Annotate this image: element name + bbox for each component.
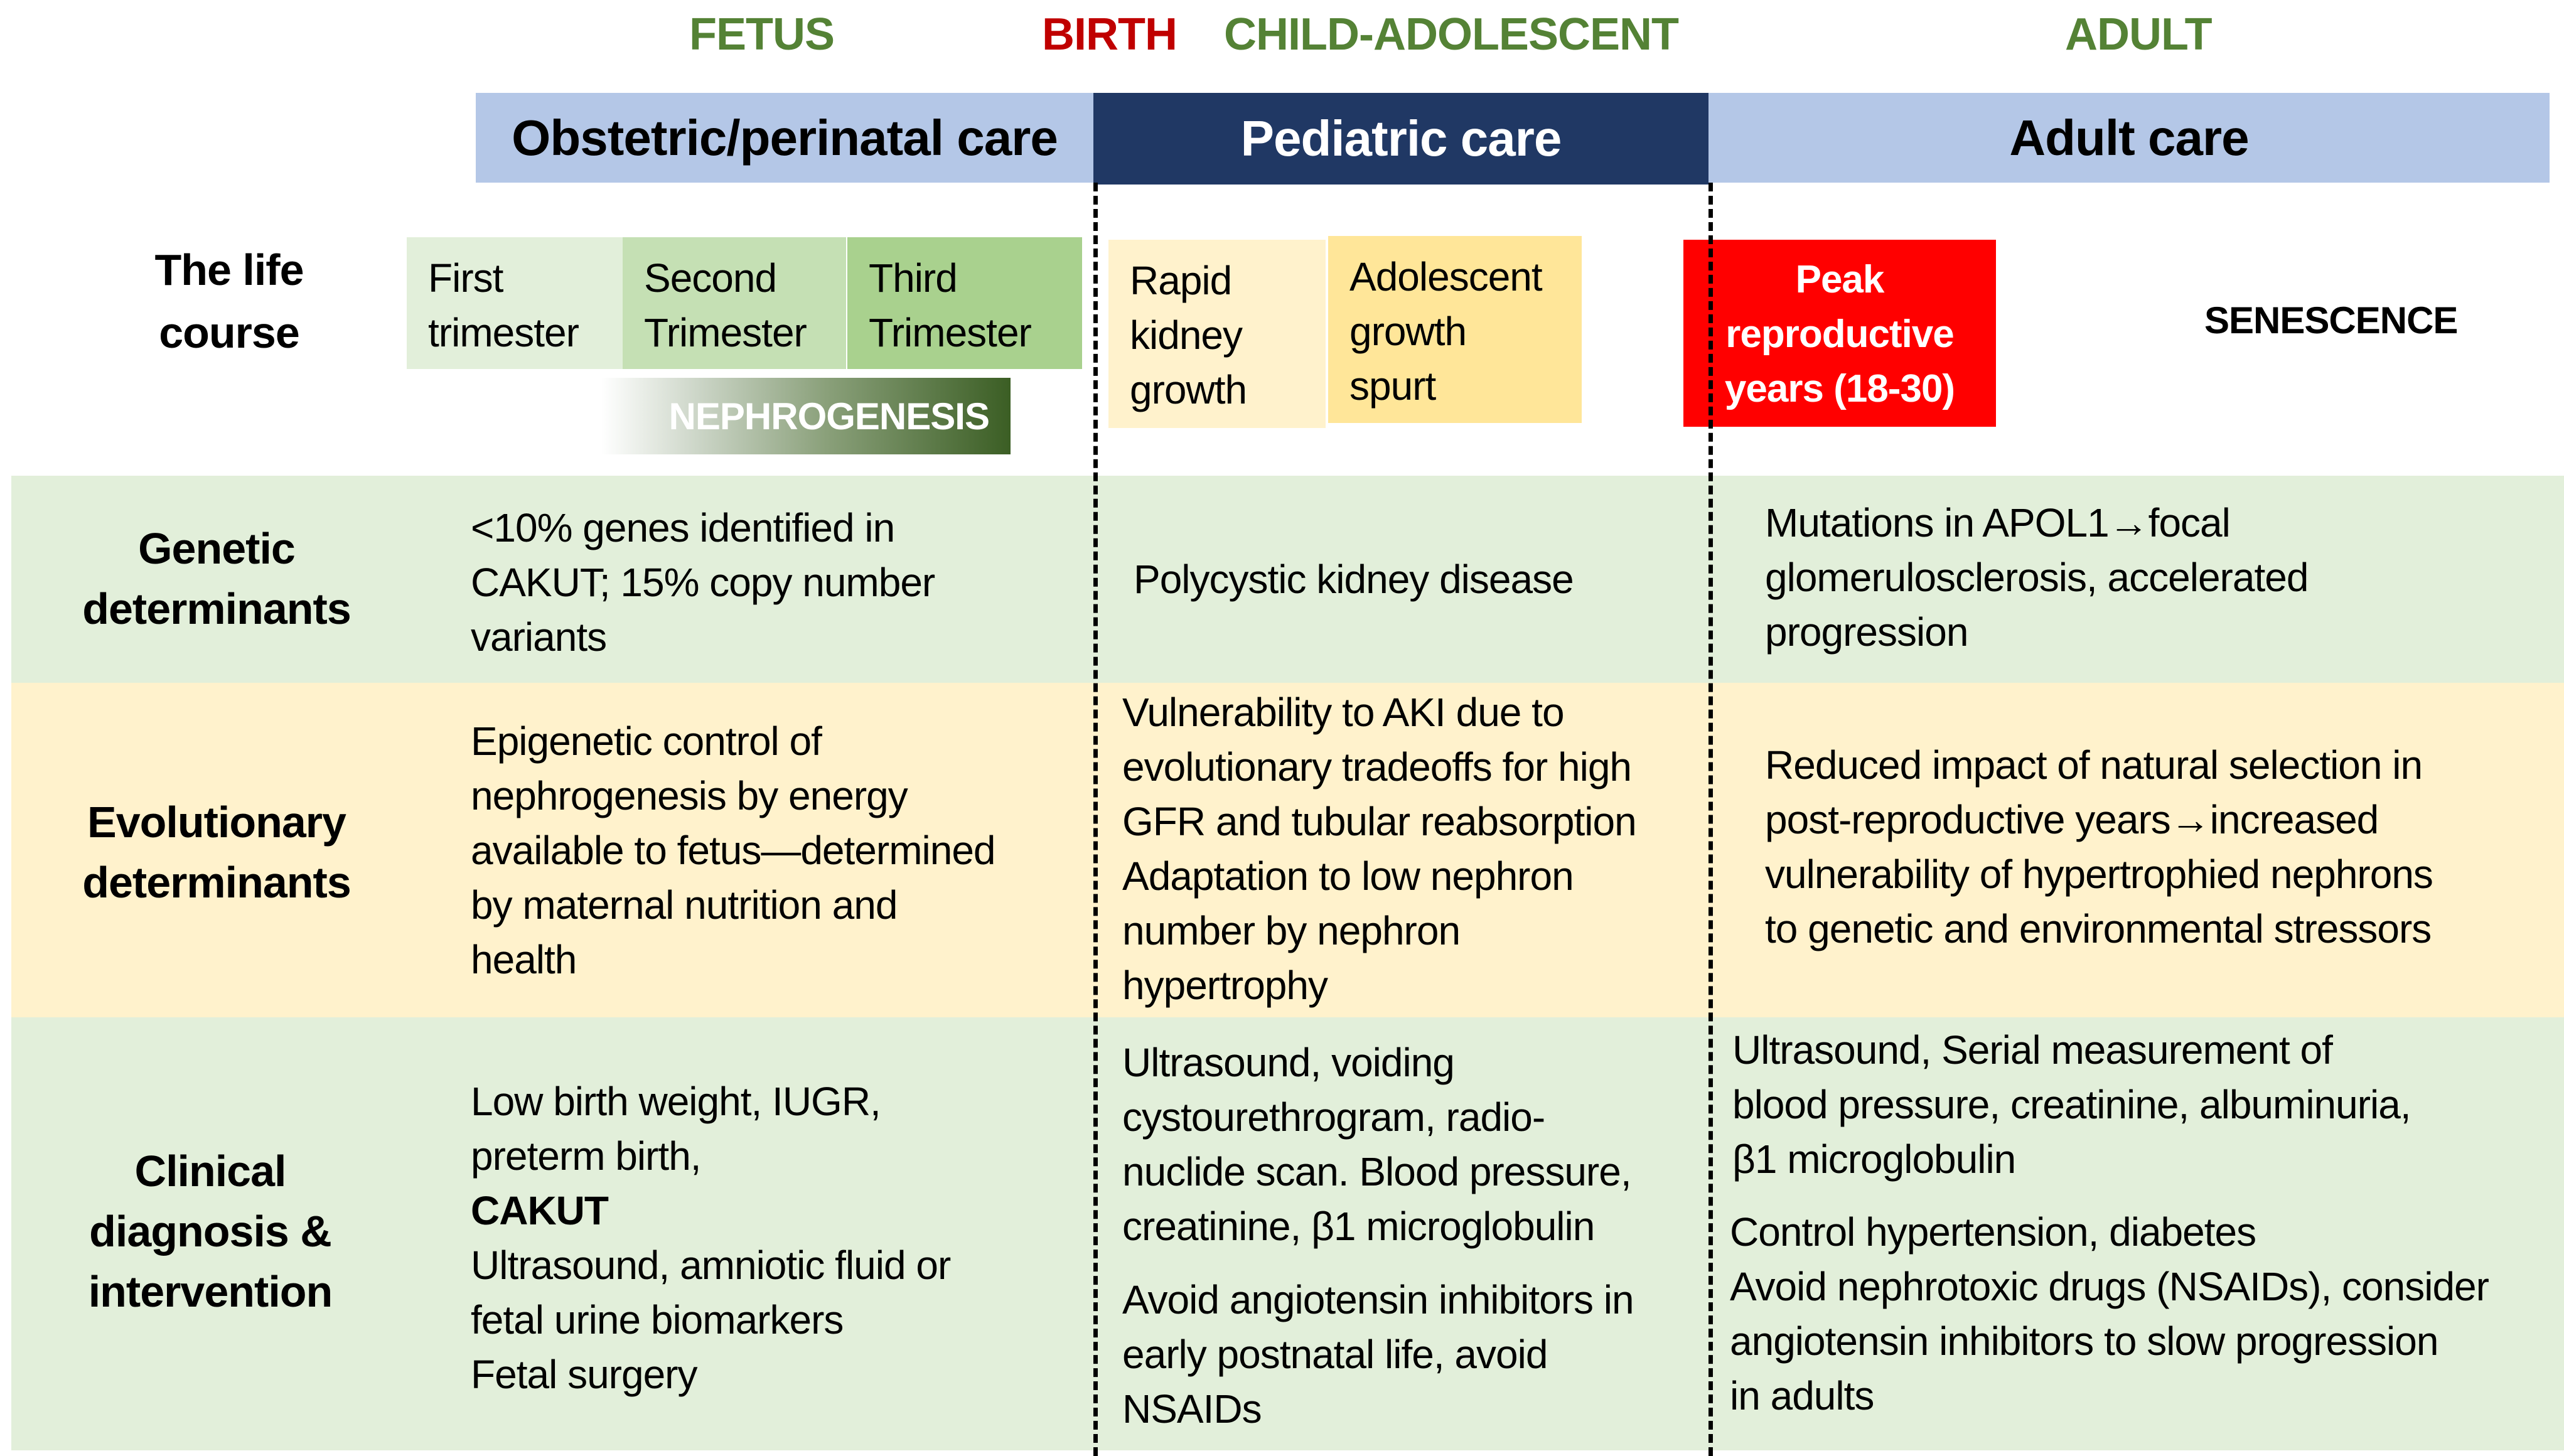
clinical-fetus-line6: Fetal surgery — [471, 1352, 697, 1397]
genetic-fetus-line2: CAKUT; 15% copy number — [471, 560, 935, 605]
evolutionary-child-line2: evolutionary tradeoffs for high — [1122, 744, 1631, 790]
care-header-pediatric — [1093, 93, 1708, 185]
stage-label-fetus: FETUS — [689, 9, 835, 60]
evolutionary-child-line4: Adaptation to low nephron — [1122, 854, 1574, 899]
evolutionary-fetus-line5: health — [471, 937, 577, 982]
clinical-child-b-line2: early postnatal life, avoid — [1122, 1332, 1548, 1377]
clinical-child-b-line3: NSAIDs — [1122, 1386, 1262, 1432]
evolutionary-fetus-cell — [471, 714, 1073, 987]
evolutionary-fetus-line4: by maternal nutrition and — [471, 882, 898, 928]
trimester-first-line2: trimester — [428, 310, 579, 355]
row-label-genetic-line2: determinants — [82, 584, 351, 633]
evolutionary-adult-line1: Reduced impact of natural selection in — [1765, 742, 2423, 788]
care-header-obstetric — [476, 93, 1093, 183]
adolescent-growth-spurt-line1: Adolescent — [1349, 254, 1542, 299]
clinical-adult-b-line1: Control hypertension, diabetes — [1730, 1209, 2256, 1255]
nephrogenesis-bar — [601, 378, 1011, 454]
clinical-adult-a-line3: β1 microglobulin — [1732, 1137, 2016, 1182]
clinical-child-cell-b — [1122, 1273, 1706, 1437]
trimester-first-line1: First — [428, 255, 503, 301]
adolescent-growth-spurt-line2: growth — [1349, 309, 1467, 354]
rapid-kidney-growth-box — [1108, 240, 1326, 428]
row-label-clinical-line1: Clinical — [134, 1147, 286, 1196]
stage-label-birth: BIRTH — [1042, 9, 1177, 60]
care-header-adult — [1708, 93, 2550, 183]
trimester-second-line2: Trimester — [644, 310, 807, 355]
peak-reproductive-line1: Peak — [1795, 258, 1884, 301]
genetic-child-line1: Polycystic kidney disease — [1134, 557, 1574, 602]
clinical-child-a-line3: nuclide scan. Blood pressure, — [1122, 1149, 1631, 1194]
genetic-adult-line3: progression — [1765, 609, 1968, 655]
clinical-child-b-line1: Avoid angiotensin inhibitors in — [1122, 1277, 1634, 1322]
clinical-child-cell-a — [1122, 1036, 1706, 1254]
care-header-pediatric-label: Pediatric care — [1240, 110, 1562, 166]
row-label-clinical-line2: diagnosis & — [89, 1207, 331, 1256]
nephrogenesis-label: NEPHROGENESIS — [668, 395, 989, 437]
rapid-kidney-growth-line1: Rapid — [1130, 258, 1232, 303]
row-label-clinical-line3: intervention — [88, 1267, 333, 1316]
care-header-adult-label: Adult care — [2009, 109, 2249, 166]
trimester-third-line2: Trimester — [869, 310, 1031, 355]
evolutionary-child-line3: GFR and tubular reabsorption — [1122, 799, 1636, 844]
evolutionary-fetus-line3: available to fetus—determined — [471, 828, 995, 873]
evolutionary-child-cell — [1122, 685, 1706, 1013]
clinical-fetus-cakut: CAKUT — [471, 1188, 608, 1233]
row-label-clinical — [13, 1141, 408, 1322]
trimester-first — [407, 237, 623, 369]
clinical-fetus-line2: preterm birth, — [471, 1133, 701, 1179]
genetic-fetus-line1: <10% genes identified in — [471, 505, 895, 550]
rapid-kidney-growth-line2: kidney — [1130, 313, 1242, 358]
peak-reproductive-line2: reproductive — [1725, 313, 1954, 356]
care-header-obstetric-label: Obstetric/perinatal care — [512, 109, 1058, 166]
clinical-adult-b-line4: in adults — [1730, 1373, 1874, 1418]
genetic-fetus-cell — [471, 501, 1073, 665]
peak-reproductive-line3: years (18-30) — [1724, 367, 1955, 410]
trimester-second-line1: Second — [644, 255, 777, 301]
clinical-fetus-line4: Ultrasound, amniotic fluid or — [471, 1243, 951, 1288]
row-label-genetic-line1: Genetic — [138, 524, 295, 573]
genetic-adult-cell — [1765, 496, 2550, 660]
clinical-fetus-line5: fetal urine biomarkers — [471, 1297, 844, 1342]
evolutionary-adult-line4: to genetic and environmental stressors — [1765, 906, 2432, 951]
life-course-label-line1: The life — [154, 245, 304, 294]
clinical-child-a-line4: creatinine, β1 microglobulin — [1122, 1204, 1595, 1249]
clinical-fetus-line1: Low birth weight, IUGR, — [471, 1079, 881, 1124]
senescence-label: SENESCENCE — [2204, 299, 2458, 341]
evolutionary-child-line5: number by nephron — [1122, 908, 1461, 953]
clinical-fetus-cell — [471, 1074, 1073, 1402]
evolutionary-fetus-line1: Epigenetic control of — [471, 719, 822, 764]
clinical-child-a-line2: cystourethrogram, radio- — [1122, 1095, 1545, 1140]
evolutionary-child-line6: hypertrophy — [1122, 963, 1328, 1008]
row-label-evolutionary-line2: determinants — [82, 858, 351, 907]
genetic-fetus-line3: variants — [471, 614, 607, 660]
stage-label-child-adolescent: CHILD-ADOLESCENT — [1224, 9, 1678, 60]
row-label-genetic — [19, 518, 414, 639]
evolutionary-fetus-line2: nephrogenesis by energy — [471, 773, 908, 818]
life-course-label-line2: course — [159, 308, 299, 357]
trimester-third-line1: Third — [869, 255, 957, 301]
genetic-adult-line1: Mutations in APOL1→focal — [1765, 500, 2230, 545]
adult-divider-line — [1708, 183, 1713, 1456]
birth-divider-line — [1093, 183, 1098, 1456]
evolutionary-adult-line3: vulnerability of hypertrophied nephrons — [1765, 852, 2433, 897]
evolutionary-adult-cell — [1765, 738, 2556, 956]
genetic-child-cell — [1134, 552, 1698, 607]
adolescent-growth-spurt-box — [1328, 236, 1582, 423]
life-course-label — [113, 238, 345, 364]
clinical-adult-b-line3: angiotensin inhibitors to slow progression — [1730, 1319, 2438, 1364]
clinical-adult-cell-a — [1732, 1023, 2555, 1187]
clinical-adult-b-line2: Avoid nephrotoxic drugs (NSAIDs), consider — [1730, 1264, 2489, 1309]
peak-reproductive-box — [1683, 240, 1996, 427]
trimester-second — [623, 237, 846, 369]
clinical-adult-a-line2: blood pressure, creatinine, albuminuria, — [1732, 1082, 2411, 1127]
genetic-adult-line2: glomerulosclerosis, accelerated — [1765, 555, 2309, 600]
row-label-evolutionary — [19, 792, 414, 913]
evolutionary-adult-line2: post-reproductive years→increased — [1765, 797, 2379, 842]
clinical-child-a-line1: Ultrasound, voiding — [1122, 1040, 1454, 1085]
clinical-adult-cell-b — [1730, 1205, 2558, 1423]
row-label-evolutionary-line1: Evolutionary — [87, 798, 346, 847]
clinical-adult-a-line1: Ultrasound, Serial measurement of — [1732, 1027, 2332, 1073]
adolescent-growth-spurt-line3: spurt — [1349, 363, 1436, 409]
stage-label-adult: ADULT — [2065, 9, 2212, 60]
evolutionary-child-line1: Vulnerability to AKI due to — [1122, 690, 1564, 735]
rapid-kidney-growth-line3: growth — [1130, 367, 1247, 412]
trimester-third — [847, 237, 1082, 369]
